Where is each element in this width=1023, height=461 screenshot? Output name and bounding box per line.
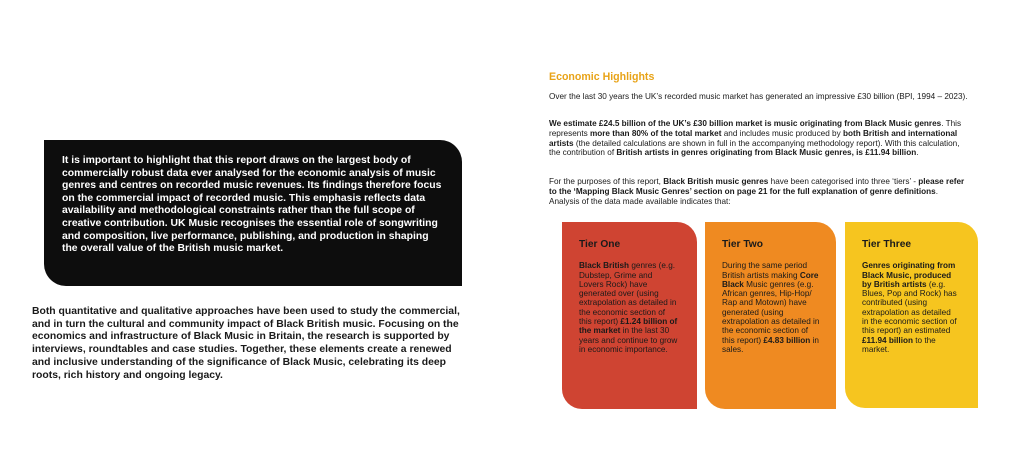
- text-run: £11.94 billion: [862, 335, 913, 345]
- callout-text: It is important to highlight that this report draws on the largest body of commercially robust data ever analysed for the economic analysis of music genres and centres on recorded music revenues. Its findings therefore focus on the commercial impact of recorded music. This emphasis reflects data availability and methodological constraints rather than the full scope of creative contribution. UK Music recognises the essential role of songwriting and composition, live performance, publishing, and production in shaping the overall value of the British music market.: [62, 155, 442, 255]
- text-run: (the detailed calculations are shown in full in the accompanying methodology report). With this calculation, the contribution of: [549, 138, 960, 158]
- tier-three-card: [845, 222, 978, 408]
- highlights-paragraph-3: [549, 177, 969, 206]
- text-run: more than 80% of the total market: [589, 128, 722, 138]
- intro-paragraph: Both quantitative and qualitative approaches have been used to study the commercial, and in turn the cultural and community impact of Black British music. Focusing on the economics and infrastructure of Black Music in Britain, the research is supported by interviews, roundtables and case studies. Together, these elements create a renewed and inclusive understanding of the significance of Black Music, celebrating its deep roots, rich history and ongoing legacy.: [32, 306, 460, 381]
- text-run: £4.83 billion: [763, 335, 811, 345]
- text-run: Core Black: [722, 270, 819, 289]
- text-run: have been categorised into three ‘tiers’ -: [768, 177, 919, 186]
- text-run: please refer to the ‘Mapping Black Music Genres’ section on page 21 for the full explanation of genre definitions: [549, 177, 965, 196]
- text-run: We estimate £24.5 billion of the UK’s £30 billion market is music originating from Black Music genres: [549, 119, 942, 128]
- text-run: Black British music genres: [663, 177, 769, 186]
- text-run: . This represents: [549, 119, 962, 138]
- section-title: Economic Highlights: [549, 71, 655, 83]
- tier-one-title: Tier One: [579, 239, 621, 250]
- text-run: Genres originating from Black Music, produced by British artists: [862, 261, 956, 289]
- text-run: (e.g. Blues, Pop and Rock) has contributed (using extrapolation as detailed in the economic section of this report) an estimated: [862, 279, 957, 336]
- text-run: For the purposes of this report,: [549, 177, 664, 186]
- text-run: in the last 30 years and continue to grow in economic importance.: [579, 326, 678, 354]
- text-run: genres (e.g. Dubstep, Grime and Lovers Rock) have generated over (using extrapolation as detailed in the economic section of this report): [579, 261, 677, 327]
- text-run: both British and international artists: [549, 128, 958, 148]
- text-run: to the market.: [862, 335, 936, 354]
- text-run: and includes music produced by: [721, 128, 843, 138]
- highlights-paragraph-1: Over the last 30 years the UK’s recorded music market has generated an impressive £30 billion (BPI, 1994 – 2023).: [549, 92, 968, 101]
- tier-three-title: Tier Three: [862, 239, 912, 250]
- tier-three-body: [862, 261, 958, 354]
- tier-two-card: [705, 222, 836, 409]
- tier-one-card: [562, 222, 697, 409]
- text-run: Black British: [579, 261, 630, 271]
- text-run: .: [916, 148, 919, 158]
- highlight-callout-box: [44, 140, 462, 286]
- text-run: £1.24 billion of the market: [579, 317, 678, 336]
- tier-one-body: [579, 261, 679, 354]
- text-run: . Analysis of the data made available indicates that:: [549, 186, 938, 206]
- tier-two-body: [722, 261, 822, 354]
- tier-two-title: Tier Two: [722, 239, 763, 250]
- text-run: Music genres (e.g. African genres, Hip-Hop/ Rap and Motown) have generated (using extrapolation as detailed in the economic section of this report): [722, 279, 820, 345]
- text-run: During the same period British artists making: [722, 261, 808, 280]
- highlights-paragraph-2: [549, 119, 969, 158]
- text-run: British artists in genres originating from Black Music genres, is £11.94 billion: [616, 148, 917, 158]
- text-run: in sales.: [722, 335, 819, 354]
